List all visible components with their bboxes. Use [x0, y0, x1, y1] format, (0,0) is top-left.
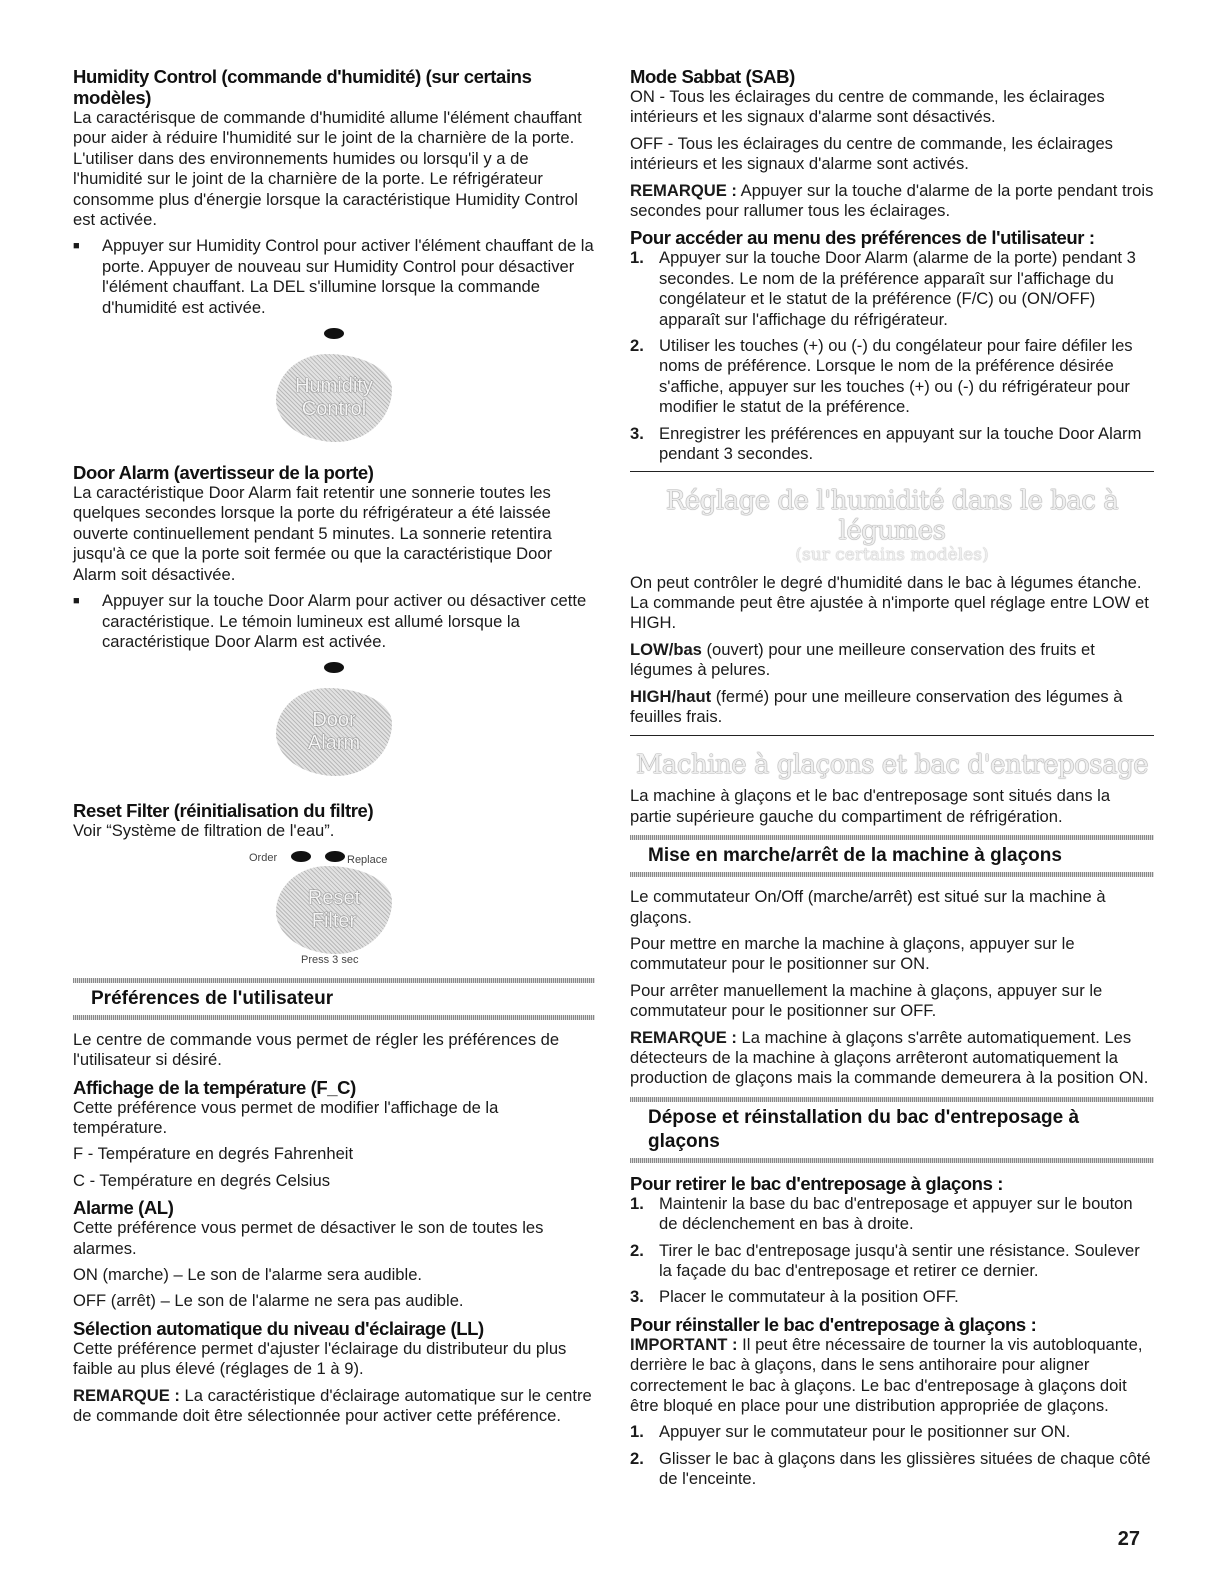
- high-keyword: HIGH/haut: [630, 686, 712, 706]
- replace-label: Replace: [347, 853, 388, 866]
- step-text: Utiliser les touches (+) ou (-) du congélateur pour faire défiler les noms de préférence. Lorsque le nom de la préférence désirée s'affiche, appuyer sur les touches (+) ou (-) du réfrigérateur pour modifier le statut de la préférence.: [659, 336, 1133, 417]
- reset-filter-title: Reset Filter (réinitialisation du filtre): [73, 800, 374, 822]
- list-item: [630, 1287, 1154, 1307]
- temp-display-title: Affichage de la température (F_C): [73, 1076, 356, 1098]
- ice-turn-on-text: Pour mettre en marche la machine à glaçons, appuyer sur le commutateur pour le positionner sur ON.: [630, 933, 1075, 974]
- step-number: 2.: [630, 1240, 644, 1260]
- reset-filter-figure: [73, 848, 595, 968]
- remove-step-list: [630, 1194, 1154, 1308]
- step-text: Maintenir la base du bac d'entreposage et appuyer sur le bouton de déclenchement en bas à droite.: [659, 1193, 1133, 1234]
- alarm-body: Cette préférence vous permet de désactiver le son de toutes les alarmes.: [73, 1218, 544, 1258]
- door-alarm-bullet-text: Appuyer sur la touche Door Alarm pour activer ou désactiver cette caractéristique. Le témoin lumineux est allumé lorsque la caractéristique Door Alarm est activée.: [102, 591, 587, 651]
- crisper-low: [630, 640, 1154, 681]
- list-item: [630, 1194, 1154, 1235]
- temp-c-line: C - Température en degrés Celsius: [73, 1170, 331, 1190]
- step-text: Enregistrer les préférences en appuyant sur la touche Door Alarm pendant 3 secondes.: [659, 423, 1142, 464]
- step-text: Tirer le bac d'entreposage jusqu'à sentir une résistance. Soulever la façade du bac d'entreposage et retirer ce dernier.: [659, 1240, 1140, 1281]
- note-text: La machine à glaçons s'arrête automatiquement. Les détecteurs de la machine à glaçons arrêteront automatiquement la production de glaçons mais la commande demeurera à la position ON.: [630, 1027, 1149, 1088]
- button-label-line1: Reset: [307, 886, 361, 909]
- step-text: Glisser le bac à glaçons dans les glissières situées de chaque côté de l'enceinte.: [659, 1448, 1151, 1489]
- ice-maker-title: Machine à glaçons et bac d'entreposage: [635, 750, 1149, 781]
- note-text: La caractéristique d'éclairage automatique sur le centre de commande doit être sélectionnée pour activer cette préférence.: [73, 1385, 592, 1425]
- ice-onoff-heading: Mise en marche/arrêt de la machine à glaçons: [648, 845, 1062, 867]
- section-divider: [630, 872, 1154, 877]
- prefs-intro: Le centre de commande vous permet de régler les préférences de l'utilisateur si désiré.: [73, 1029, 560, 1070]
- reinstall-step-list: [630, 1422, 1154, 1489]
- door-alarm-section: [73, 462, 595, 786]
- ice-note: [630, 1028, 1154, 1089]
- led-indicator-icon: [324, 328, 344, 339]
- ice-maker-section: [630, 750, 1154, 1489]
- section-rule: [630, 471, 1154, 472]
- page-number: 27: [1117, 1528, 1140, 1550]
- important-note: [630, 1335, 1154, 1417]
- step-number: 1.: [630, 1193, 644, 1213]
- note-text: Appuyer sur la touche d'alarme de la porte pendant trois secondes pour rallumer tous les éclairages.: [630, 180, 1154, 221]
- light-level-title: Sélection automatique du niveau d'éclairage (LL): [73, 1317, 484, 1339]
- button-label-line2: Filter: [311, 909, 357, 932]
- humidity-bullet: [73, 236, 595, 318]
- humidity-control-button: [276, 354, 392, 442]
- step-number: 2.: [630, 1448, 644, 1468]
- humidity-bullet-text: Appuyer sur Humidity Control pour activer l'élément chauffant de la porte. Appuyer de nouveau sur Humidity Control pour désactiver l'élément chauffant. La DEL s'illumine lorsque la commande d'humidité est activée.: [102, 236, 594, 317]
- step-number: 2.: [630, 336, 644, 356]
- step-number: 1.: [630, 1422, 644, 1442]
- step-text: Placer le commutateur à la position OFF.: [659, 1287, 959, 1307]
- important-keyword: IMPORTANT :: [630, 1334, 738, 1354]
- ice-switch-text: Le commutateur On/Off (marche/arrêt) est situé sur la machine à glaçons.: [630, 887, 1106, 927]
- list-item: [630, 1422, 1154, 1442]
- low-text: (ouvert) pour une meilleure conservation des fruits et légumes à pelures.: [630, 639, 1095, 680]
- humidity-title: Humidity Control (commande d'humidité) (sur certains modèles): [73, 66, 532, 108]
- user-preferences-section: [73, 978, 595, 1427]
- door-alarm-button: [276, 688, 392, 776]
- note-keyword: REMARQUE :: [630, 180, 737, 200]
- temp-display-body: Cette préférence vous permet de modifier l'affichage de la température.: [73, 1097, 499, 1137]
- note-keyword: REMARQUE :: [630, 1027, 737, 1047]
- door-alarm-bullet: [73, 591, 595, 652]
- order-led-icon: [291, 851, 311, 862]
- high-text: (fermé) pour une meilleure conservation des légumes à feuilles frais.: [630, 686, 1123, 726]
- button-label-line1: Door: [312, 709, 356, 732]
- reset-filter-body: Voir “Système de filtration de l'eau”.: [73, 821, 335, 841]
- crisper-title: Réglage de l'humidité dans le bac à légumes: [665, 485, 1119, 546]
- bullet-square-icon: ■: [73, 595, 80, 608]
- list-item: [630, 424, 1154, 465]
- section-divider: [73, 1015, 595, 1020]
- temp-f-line: F - Température en degrés Fahrenheit: [73, 1144, 354, 1164]
- reset-filter-button: [276, 866, 392, 954]
- step-text: Appuyer sur la touche Door Alarm (alarme de la porte) pendant 3 secondes. Le nom de la préférence apparaît sur l'affichage du congélateur et le statut de la préférence (F/C) ou (ON/OFF) apparaît sur l'affichage du réfrigérateur.: [659, 248, 1136, 329]
- light-level-note: [73, 1386, 595, 1427]
- step-number: 3.: [630, 1287, 644, 1307]
- humidity-body: La caractérisque de commande d'humidité allume l'élément chauffant pour aider à réduire l'humidité sur le joint de la charnière de la porte. L'utiliser dans des environnements humides ou lorsqu'il y a de l'humidité sur le joint de la charnière de la porte. Le réfrigérateur consomme plus d'énergie lorsque la caractéristique Humidity Control est activée.: [73, 108, 582, 230]
- note-keyword: REMARQUE :: [73, 1385, 180, 1405]
- right-column: [630, 66, 1154, 1496]
- sabbath-note: [630, 181, 1154, 222]
- ice-maker-body: La machine à glaçons et le bac d'entreposage sont situés dans la partie supérieure gauche du compartiment de réfrigération.: [630, 786, 1111, 826]
- left-column: [73, 66, 595, 1432]
- order-label: Order: [249, 851, 278, 864]
- humidity-control-figure: [73, 324, 595, 452]
- menu-step-list: [630, 248, 1154, 464]
- led-indicator-icon: [324, 662, 344, 673]
- step-number: 1.: [630, 248, 644, 268]
- alarm-on-line: ON (marche) – Le son de l'alarme sera audible.: [73, 1264, 423, 1284]
- sabbath-off: OFF - Tous les éclairages du centre de commande, les éclairages intérieurs et les signaux d'alarme sont activés.: [630, 133, 1113, 174]
- sabbath-title: Mode Sabbat (SAB): [630, 66, 795, 87]
- crisper-subtitle: (sur certains modèles): [795, 544, 989, 565]
- list-item: [630, 1449, 1154, 1490]
- door-alarm-body: La caractéristique Door Alarm fait retentir une sonnerie toutes les quelques secondes lorsque la porte du réfrigérateur a été laissée ouverte continuellement pendant 5 minutes. La sonnerie retentira jusqu'à ce que la porte soit fermée ou que la caractéristique Door Alarm soit désactivée.: [73, 483, 553, 584]
- alarm-off-line: OFF (arrêt) – Le son de l'alarme ne sera pas audible.: [73, 1291, 464, 1311]
- ice-bin-heading: Dépose et réinstallation du bac d'entreposage à glaçons: [648, 1106, 1080, 1152]
- crisper-section: [630, 486, 1154, 728]
- step-text: Appuyer sur le commutateur pour le positionner sur ON.: [659, 1422, 1071, 1442]
- list-item: [630, 1241, 1154, 1282]
- humidity-section: [73, 66, 595, 452]
- press-label: Press 3 sec: [301, 953, 359, 966]
- preferences-menu-section: [630, 227, 1154, 464]
- low-keyword: LOW/bas: [630, 639, 702, 659]
- sabbath-on: ON - Tous les éclairages du centre de commande, les éclairages intérieurs et les signaux d'alarme sont désactivés.: [630, 87, 1105, 127]
- list-item: [630, 248, 1154, 330]
- ice-turn-off-text: Pour arrêter manuellement la machine à glaçons, appuyer sur le commutateur pour le positionner sur OFF.: [630, 980, 1103, 1021]
- list-item: [630, 336, 1154, 418]
- crisper-body: On peut contrôler le degré d'humidité dans le bac à légumes étanche. La commande peut être ajustée à n'importe quel réglage entre LOW et HIGH.: [630, 572, 1149, 633]
- door-alarm-figure: [73, 658, 595, 786]
- door-alarm-title: Door Alarm (avertisseur de la porte): [73, 462, 374, 484]
- alarm-title: Alarme (AL): [73, 1197, 174, 1219]
- button-label-line2: Control: [301, 398, 367, 421]
- reset-filter-section: [73, 800, 595, 967]
- button-label-line2: Alarm: [307, 732, 361, 755]
- section-divider: [630, 1158, 1154, 1163]
- menu-title: Pour accéder au menu des préférences de l'utilisateur :: [630, 227, 1095, 249]
- user-preferences-heading: Préférences de l'utilisateur: [91, 987, 334, 1009]
- step-number: 3.: [630, 423, 644, 443]
- remove-bin-title: Pour retirer le bac d'entreposage à glaçons :: [630, 1172, 1003, 1194]
- bullet-square-icon: ■: [73, 240, 80, 253]
- sabbath-section: [630, 66, 1154, 221]
- replace-led-icon: [325, 851, 345, 862]
- light-level-body: Cette préférence permet d'ajuster l'éclairage du distributeur du plus faible au plus élevé (réglages de 1 à 9).: [73, 1338, 567, 1379]
- crisper-high: [630, 687, 1154, 728]
- reinstall-bin-title: Pour réinstaller le bac d'entreposage à glaçons :: [630, 1313, 1037, 1335]
- section-rule: [630, 735, 1154, 736]
- button-label-line1: Humidity: [295, 375, 373, 398]
- important-text: Il peut être nécessaire de tourner la vis autobloquante, derrière le bac à glaçons, dans le sens antihoraire pour aligner correctement le bac à glaçons. Le bac d'entreposage à glaçons doit être bloqué en place pour une distribution appropriée de glaçons.: [630, 1334, 1143, 1416]
